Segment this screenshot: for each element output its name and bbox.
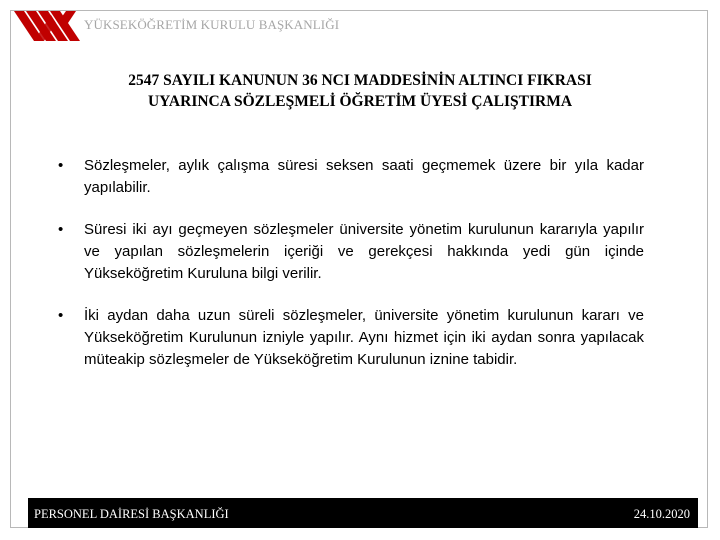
slide-title [40, 70, 680, 112]
footer-bar [28, 498, 698, 528]
bullet-text: Sözleşmeler, aylık çalışma süresi seksen saati geçmemek üzere bir yıla kadar yapılabilir. [84, 157, 644, 196]
organization-name: YÜKSEKÖĞRETİM KURULU BAŞKANLIĞI [84, 17, 340, 32]
bullet-icon: • [58, 157, 64, 174]
footer-department: PERSONEL DAİRESİ BAŞKANLIĞI [34, 507, 229, 521]
list-item [58, 219, 644, 285]
title-line-2: UYARINCA SÖZLEŞMELİ ÖĞRETİM ÜYESİ ÇALIŞTIRMA [147, 93, 573, 110]
list-item [58, 305, 644, 371]
title-line-1: 2547 SAYILI KANUNUN 36 NCI MADDESİNİN ALTINCI FIKRASI [128, 72, 592, 89]
bullet-text: İki aydan daha uzun süreli sözleşmeler, üniversite yönetim kurulunun kararı ve Yükseköğretim Kurulunun izniyle yapılır. Aynı hizmet için iki aydan sonra yapılacak müteakip sözleşmeler de Yükseköğretim Kurulunun iznine tabidir. [84, 307, 644, 368]
bullet-icon: • [58, 221, 64, 238]
bullet-icon: • [58, 307, 64, 324]
yok-logo-icon [14, 11, 80, 41]
list-item [58, 155, 644, 199]
bullet-list [58, 155, 644, 391]
footer-date: 24.10.2020 [633, 507, 690, 521]
bullet-text: Süresi iki ayı geçmeyen sözleşmeler üniversite yönetim kurulunun kararıyla yapılır ve yapılan sözleşmelerin içeriği ve gerekçesi hakkında yedi gün içinde Yükseköğretim Kuruluna bilgi verilir. [84, 221, 644, 282]
